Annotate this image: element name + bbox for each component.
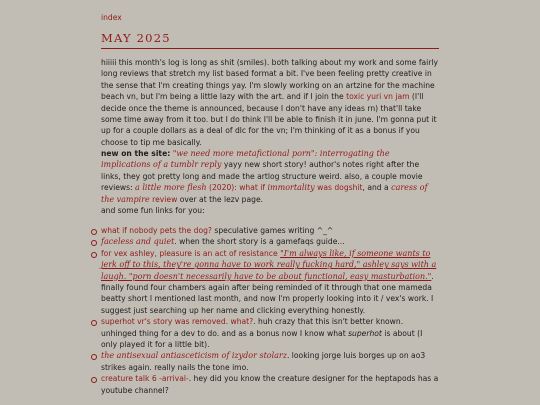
review-vampire-link[interactable]: caress of the vampire <box>101 183 428 204</box>
short-story-link[interactable]: "we need more metafictional porn": interrogating the implications of a tumblr reply <box>101 149 390 170</box>
lezv-tail: over at the lezv page. <box>177 194 264 204</box>
list-item-text: . looking jorge luis borges up on ao3 strikes again. really nails the tone imo. <box>101 351 426 372</box>
vex-quote: "I'm always like, if someone wants to jerk off to this, they're gonna have to work really fucking hard," ashley says with a laugh. "porn doesn't necessarily have to be about functional, easy masturbation." <box>101 248 437 281</box>
list-item <box>101 373 439 396</box>
list-item-text: . when the short story is a gamefaqs guide... <box>174 237 345 247</box>
list-item <box>101 316 439 350</box>
review-vampire-suffix[interactable]: review <box>149 194 178 204</box>
review-join: , and a <box>362 183 392 193</box>
review-flesh-year[interactable]: (2020): what if <box>206 183 268 193</box>
new-on-site-label: new on the site: <box>101 149 171 158</box>
intro-text: hiiiii this month's log is long as shit (smiles). both talking about my work and some fairly long reviews that stretch my list based format a bit. I've been feeling pretty creative in the sense that I'm creating things yay. I'm slowly working on an artzine for the machine beach vn, but I'm being a little lazy with the art. and if I join the <box>101 58 439 102</box>
list-item <box>101 236 439 247</box>
review-flesh-tail[interactable]: was dogshit <box>314 183 363 193</box>
list-item <box>101 350 439 373</box>
page-title: MAY 2025 <box>101 31 439 49</box>
list-item <box>101 248 439 316</box>
intro-paragraph <box>101 57 439 148</box>
izydor-link[interactable]: the antisexual antiasceticism of izydor stolarz <box>101 351 287 361</box>
fun-links-intro: and some fun links for you: <box>101 206 205 215</box>
superhot-italic: superhot <box>348 328 382 338</box>
dog-link[interactable]: what if nobody pets the dog? <box>101 226 212 235</box>
list-item <box>101 225 439 236</box>
new-on-site-paragraph <box>101 148 439 205</box>
list-item-text: speculative games writing ^_^ <box>211 226 334 235</box>
list-item-text: . finally found four chambers again after being reminded of it through that one mameda beatty short I mentioned last month, and now I'm properly looking into it / vex's work. I suggest just searching up her name and clicking everything honestly. <box>101 271 434 315</box>
superhot-link[interactable]: superhot vr's story was removed. what? <box>101 317 254 327</box>
list-item-text: . huh crazy that this isn't better known. unhinged thing for a dev to do. and as a bonus now I know what <box>101 317 404 338</box>
story-notes: yayy new short story! author's notes right after the links, they got pretty long and made the artlog structure weird. also, a couple movie reviews: <box>101 160 423 193</box>
faceless-link[interactable]: faceless and quiet <box>101 237 175 247</box>
index-link[interactable]: index <box>101 13 122 22</box>
review-immortality[interactable]: immortality <box>267 183 315 193</box>
list-item-text: is about (I only played it for a little bit). <box>101 328 423 350</box>
creature-talk-link[interactable]: creature talk 6 -arrival- <box>101 374 189 384</box>
fun-links-list <box>101 225 439 396</box>
toxic-yuri-jam-link[interactable]: toxic yuri vn jam <box>346 92 410 102</box>
vex-ashley-link[interactable]: for vex ashley, pleasure is an act of resistance <box>101 248 278 258</box>
intro-tail: (I'll decide once the theme is announced, because I don't have any ideas rn) that'll take some time away from it too. but I do think I'll be able to finish it in june. I'm gonna put it up for a couple dollars as a deal of dlc for the vn; I'm thinking of it as a bonus if you choose to tip me basically. <box>101 92 437 147</box>
list-item-text: . hey did you know the creature designer for the heptapods has a youtube channel? <box>101 374 439 395</box>
review-flesh-link[interactable]: a little more flesh <box>135 183 207 193</box>
